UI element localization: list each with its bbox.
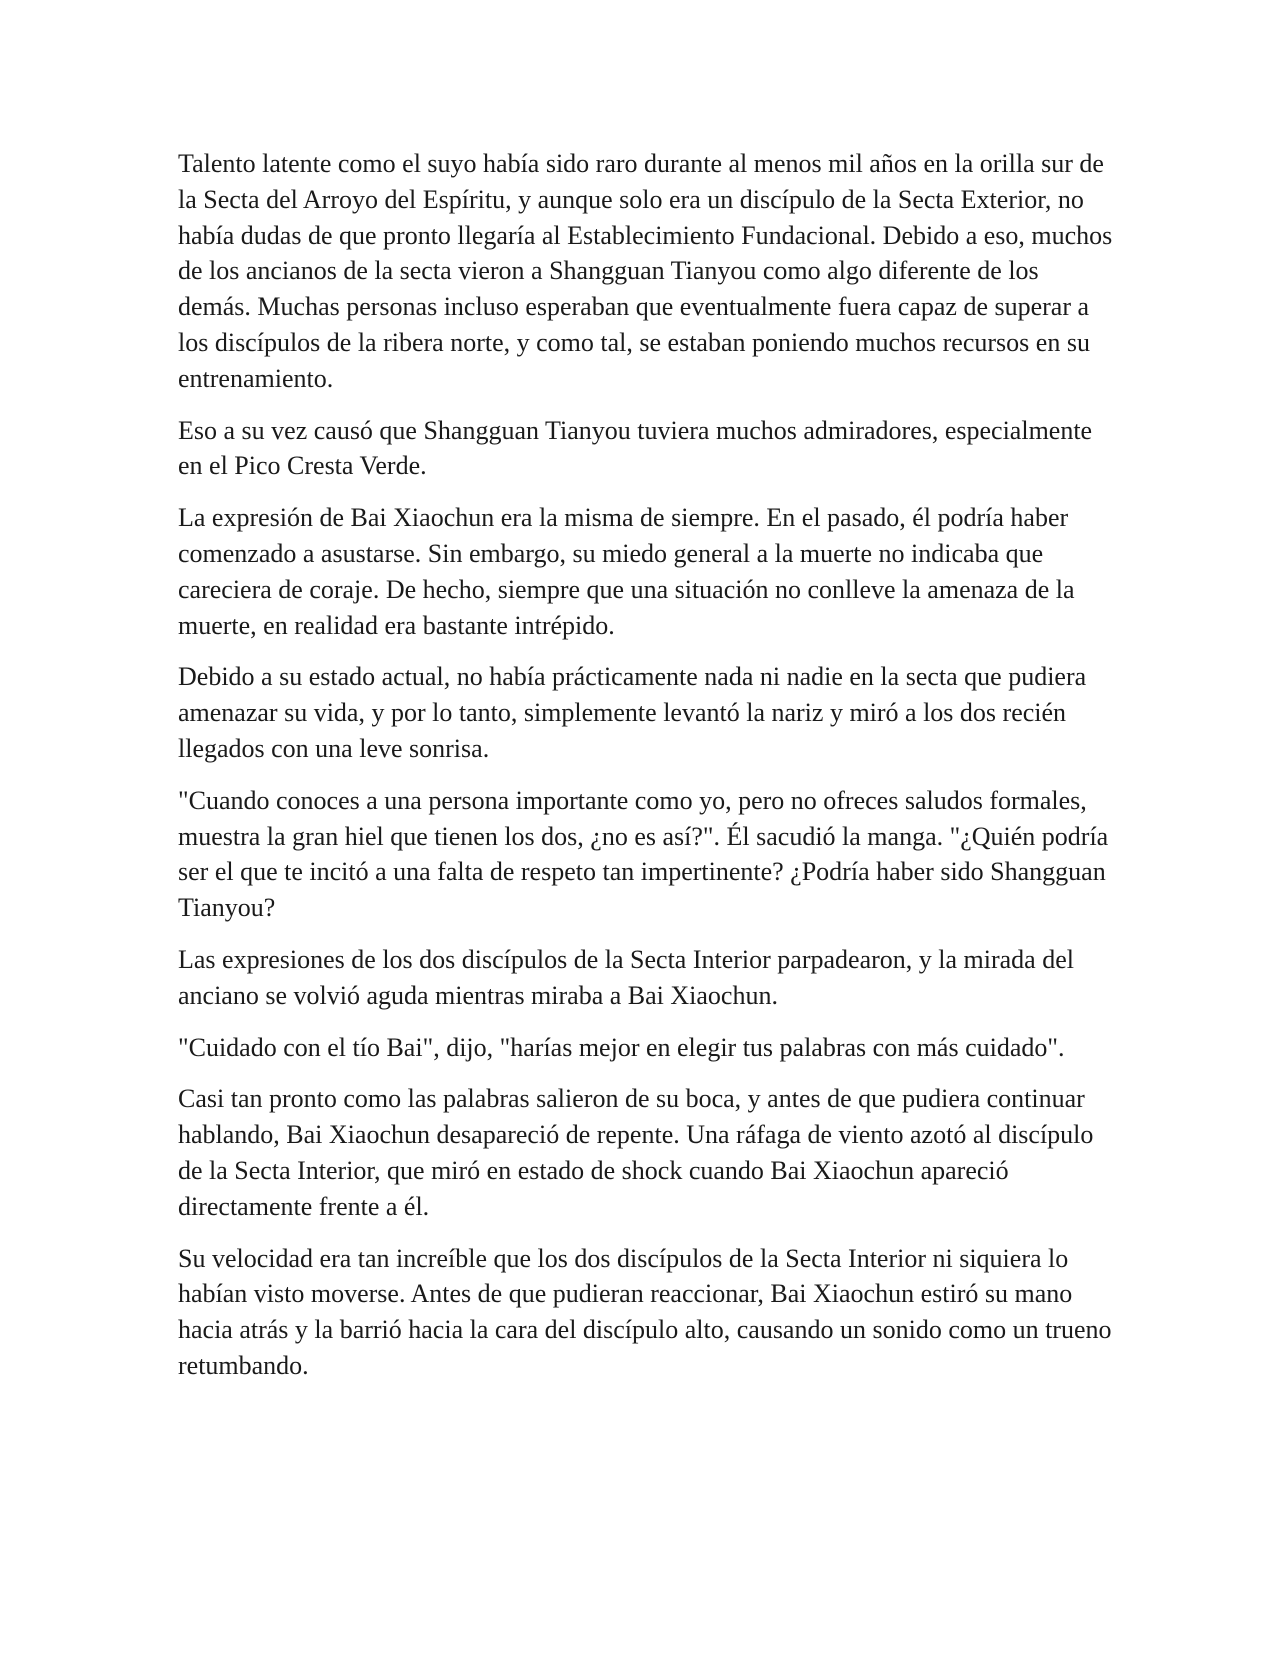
paragraph-7: "Cuidado con el tío Bai", dijo, "harías mejor en elegir tus palabras con más cuidado".: [178, 1032, 1065, 1062]
paragraph-6: Las expresiones de los dos discípulos de la Secta Interior parpadearon, y la mirada del anciano se volvió aguda mientras miraba a Bai Xiaochun.: [178, 944, 1074, 1010]
paragraph-3: La expresión de Bai Xiaochun era la misma de siempre. En el pasado, él podría haber comenzado a asustarse. Sin embargo, su miedo general a la muerte no indicaba que careciera de coraje. De hecho, siempre que una situación no conlleve la amenaza de la muerte, en realidad era bastante intrépido.: [178, 503, 1075, 640]
paragraph-1: Talento latente como el suyo había sido raro durante al menos mil años en la orilla sur de la Secta del Arroyo del Espíritu, y aunque solo era un discípulo de la Secta Exterior, no había dudas de que pronto llegaría al Establecimiento Fundacional. Debido a eso, muchos de los ancianos de la secta vieron a Shangguan Tianyou como algo diferente de los demás. Muchas personas incluso esperaban que eventualmente fuera capaz de superar a los discípulos de la ribera norte, y como tal, se estaban poniendo muchos recursos en su entrenamiento.: [178, 149, 1113, 393]
paragraph-9: Su velocidad era tan increíble que los dos discípulos de la Secta Interior ni siquiera lo habían visto moverse. Antes de que pudieran reaccionar, Bai Xiaochun estiró su mano hacia atrás y la barrió hacia la cara del discípulo alto, causando un sonido como un trueno retumbando.: [178, 1243, 1112, 1380]
paragraph-5: "Cuando conoces a una persona importante como yo, pero no ofreces saludos formales, muestra la gran hiel que tienen los dos, ¿no es así?". Él sacudió la manga. "¿Quién podría ser el que te incitó a una falta de respeto tan impertinente? ¿Podría haber sido Shangguan Tianyou?: [178, 785, 1109, 923]
paragraph-2: Eso a su vez causó que Shangguan Tianyou tuviera muchos admiradores, especialmente en el Pico Cresta Verde.: [178, 415, 1093, 481]
paragraph-8: Casi tan pronto como las palabras salieron de su boca, y antes de que pudiera continuar hablando, Bai Xiaochun desapareció de repente. Una ráfaga de viento azotó al discípulo de la Secta Interior, que miró en estado de shock cuando Bai Xiaochun apareció directamente frente a él.: [178, 1084, 1094, 1221]
document-page: [178, 146, 1113, 1400]
paragraph-4: Debido a su estado actual, no había prácticamente nada ni nadie en la secta que pudiera amenazar su vida, y por lo tanto, simplemente levantó la nariz y miró a los dos recién llegados con una leve sonrisa.: [178, 662, 1087, 763]
